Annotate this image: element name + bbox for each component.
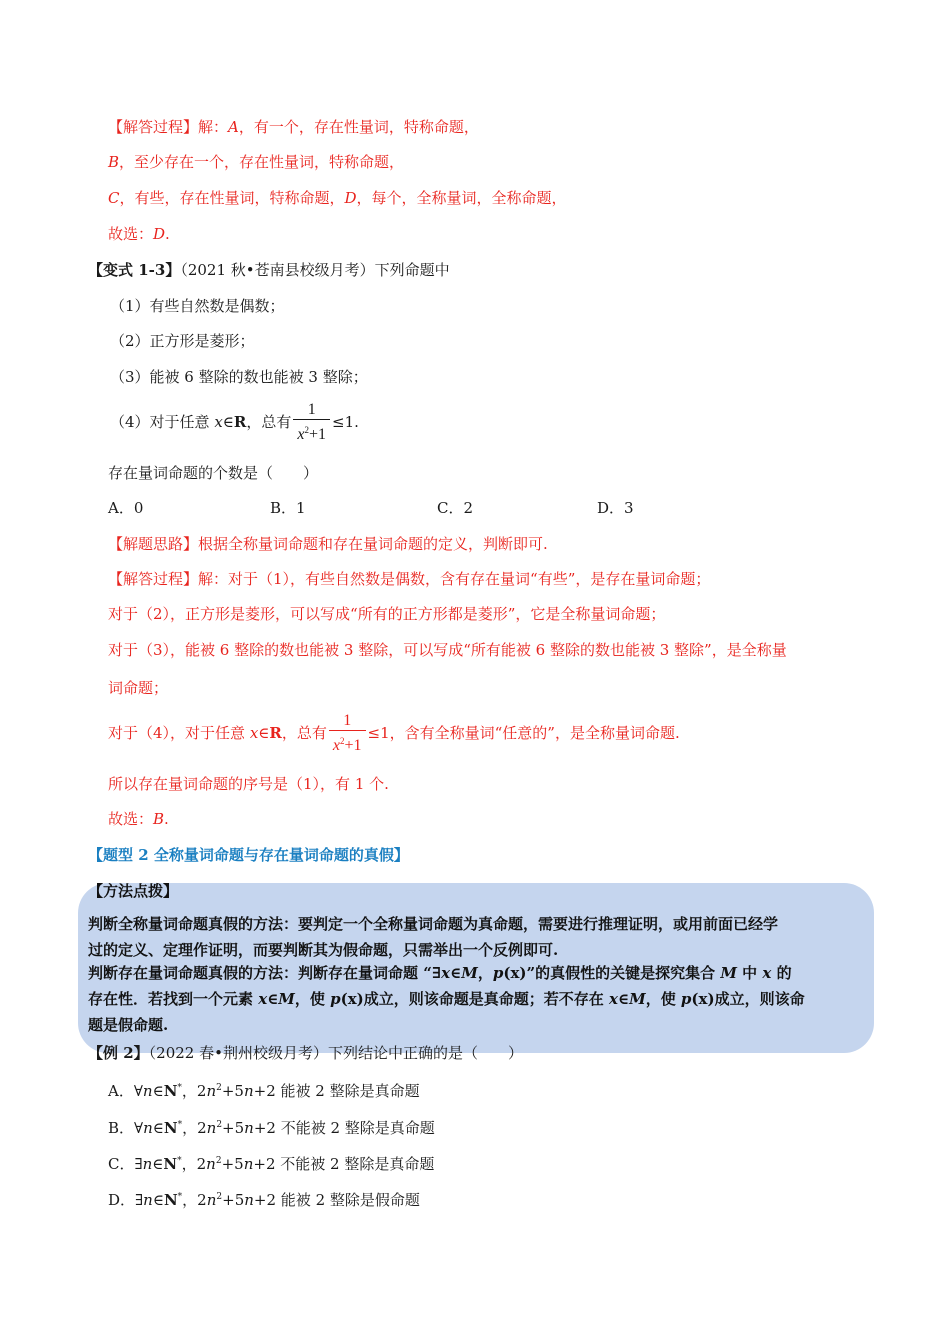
process-line-5 bbox=[108, 711, 680, 756]
text: ，每个，全称量词，全称命题， bbox=[356, 189, 567, 207]
math-var: n bbox=[142, 1155, 153, 1173]
text: ≤1，含有全称量词“任意的”，是全称量词命题. bbox=[367, 724, 680, 742]
item-3: （3）能被 6 整除的数也能被 3 整除； bbox=[110, 368, 368, 386]
question-stem: 存在量词命题的个数是（ ） bbox=[108, 464, 319, 482]
fraction bbox=[293, 401, 330, 445]
solution-line-3 bbox=[108, 188, 567, 208]
question-tag: 【变式 1-3】 bbox=[88, 261, 181, 279]
math-var: M bbox=[629, 990, 646, 1008]
example-option-a bbox=[108, 1078, 420, 1101]
text: +1 bbox=[344, 737, 362, 754]
superscript: * bbox=[177, 1083, 182, 1093]
option-label: D． bbox=[108, 1191, 136, 1209]
text: ≤1. bbox=[332, 413, 359, 431]
method-p1-line-2: 过的定义、定理作证明，而要判断其为假命题，只需举出一个反例即可. bbox=[88, 941, 559, 959]
math-var: x bbox=[249, 724, 259, 742]
math-var: n bbox=[143, 1191, 153, 1209]
text: 故选： bbox=[108, 810, 154, 828]
text: ，使 bbox=[645, 990, 681, 1008]
option-a: A．0 bbox=[108, 499, 144, 517]
text: ，有些，存在性量词，特称命题， bbox=[119, 189, 345, 207]
math-symbol: ∈ bbox=[258, 724, 270, 742]
method-p2-line-2 bbox=[88, 989, 805, 1009]
method-p1-line-1: 判断全称量词命题真假的方法：要判定一个全称量词命题为真命题，需要进行推理证明，或用前面已经学 bbox=[88, 915, 779, 933]
example-tag: 【例 2】 bbox=[88, 1044, 149, 1062]
math-symbol: ∈ bbox=[450, 964, 462, 982]
math-var: p bbox=[492, 964, 504, 982]
text: ，使 bbox=[294, 990, 331, 1008]
text: ，总有 bbox=[246, 413, 292, 431]
math-set: N bbox=[163, 1119, 178, 1137]
section-title: 【题型 2 全称量词命题与存在量词命题的真假】 bbox=[88, 846, 409, 864]
math-set: N bbox=[163, 1191, 178, 1209]
math-var: n bbox=[206, 1191, 217, 1209]
option-label: B． bbox=[108, 1119, 135, 1137]
math-var: M bbox=[720, 964, 737, 982]
math-symbol: ∈ bbox=[617, 990, 630, 1008]
text: +5 bbox=[222, 1191, 245, 1209]
option-d: D．3 bbox=[597, 499, 634, 517]
math-var: x bbox=[609, 990, 618, 1008]
text: +5 bbox=[221, 1155, 244, 1173]
math-var: n bbox=[206, 1082, 217, 1100]
process-line-4: 词命题； bbox=[108, 679, 169, 697]
math-var: n bbox=[244, 1119, 254, 1137]
solution-answer bbox=[108, 809, 169, 829]
option-letter: A bbox=[228, 118, 239, 136]
option-label: C． bbox=[108, 1155, 135, 1173]
text: 根据全称量词命题和存在量词命题的定义，判断即可. bbox=[198, 535, 548, 553]
math-set: N bbox=[163, 1082, 178, 1100]
text: +1 bbox=[308, 426, 327, 443]
math-symbol: ∈ bbox=[267, 990, 279, 1008]
question-source: （2021 秋•苍南县校级月考）下列命题中 bbox=[180, 261, 450, 279]
math-symbol: ∈ bbox=[222, 413, 234, 431]
process-line-1 bbox=[108, 569, 710, 589]
text: 的 bbox=[771, 964, 792, 982]
option-letter: D bbox=[344, 189, 357, 207]
item-2: （2）正方形是菱形； bbox=[110, 332, 255, 350]
math-symbol: ∈ bbox=[152, 1155, 164, 1173]
math-set: N bbox=[163, 1155, 178, 1173]
quantifier: ∀ bbox=[133, 1082, 143, 1100]
question-header bbox=[88, 260, 450, 280]
math-arg: (x) bbox=[503, 964, 527, 982]
math-var: p bbox=[680, 990, 692, 1008]
option-letter: B bbox=[108, 153, 120, 171]
process-line-6: 所以存在量词命题的序号是（1），有 1 个. bbox=[108, 775, 389, 793]
math-arg: (x) bbox=[691, 990, 715, 1008]
example-header bbox=[88, 1043, 523, 1063]
text: ，至少存在一个，存在性量词，特称命题， bbox=[119, 153, 405, 171]
text: ，2 bbox=[182, 1119, 207, 1137]
example-option-c bbox=[108, 1151, 434, 1174]
math-arg: (x) bbox=[340, 990, 364, 1008]
fraction bbox=[329, 712, 366, 756]
method-p2-line-1 bbox=[88, 963, 792, 983]
text: ，2 bbox=[182, 1191, 207, 1209]
answer-letter: D bbox=[153, 225, 166, 243]
fraction-numerator: 1 bbox=[343, 712, 352, 729]
option-letter: C bbox=[108, 189, 120, 207]
exponent: 2 bbox=[215, 1156, 222, 1166]
math-var: x bbox=[297, 426, 305, 443]
text: 中 bbox=[736, 964, 763, 982]
solution-line-1 bbox=[108, 117, 479, 137]
math-var: p bbox=[330, 990, 341, 1008]
quantifier: ∃ bbox=[134, 1155, 143, 1173]
exponent: 2 bbox=[216, 1083, 222, 1093]
solution-answer bbox=[108, 224, 170, 244]
text: 存在性．若找到一个元素 bbox=[88, 990, 259, 1008]
text: +2 能被 2 整除是假命题 bbox=[253, 1191, 420, 1209]
exponent: 2 bbox=[339, 736, 345, 746]
math-var: x bbox=[441, 964, 451, 982]
process-label: 【解答过程】 bbox=[108, 570, 199, 588]
math-var: n bbox=[143, 1119, 153, 1137]
solution-line-2 bbox=[108, 152, 404, 172]
text: 成立，则该命 bbox=[714, 990, 805, 1008]
solution-label: 【解答过程】 bbox=[108, 118, 199, 136]
fraction-denominator bbox=[293, 419, 330, 445]
text: ”的真假性的关键是探究集合 bbox=[526, 964, 721, 982]
text: ，总有 bbox=[281, 724, 327, 742]
math-var: M bbox=[278, 990, 295, 1008]
item-1: （1）有些自然数是偶数； bbox=[110, 297, 285, 315]
math-symbol: ∈ bbox=[152, 1191, 164, 1209]
text: ，有一个，存在性量词，特称命题， bbox=[238, 118, 479, 136]
math-var: x bbox=[258, 990, 268, 1008]
text: 解：对于（1），有些自然数是偶数，含有存在量词“有些”，是存在量词命题； bbox=[198, 570, 711, 588]
process-line-2: 对于（2），正方形是菱形，可以写成“所有的正方形都是菱形”，它是全称量词命题； bbox=[108, 605, 666, 623]
text: +2 不能被 2 整除是真命题 bbox=[253, 1155, 435, 1173]
idea-line bbox=[108, 534, 548, 554]
superscript: * bbox=[177, 1192, 183, 1202]
math-symbol: ∈ bbox=[152, 1082, 164, 1100]
exponent: 2 bbox=[216, 1192, 223, 1202]
text: 判断存在量词命题真假的方法：判断存在量词命题 “∃ bbox=[88, 964, 442, 982]
item-4 bbox=[110, 400, 359, 445]
example-source: （2022 春•荆州校级月考）下列结论中正确的是（ ） bbox=[148, 1044, 523, 1062]
math-set: R bbox=[233, 413, 247, 431]
text: ，2 bbox=[181, 1082, 207, 1100]
text: +5 bbox=[222, 1119, 245, 1137]
math-var: n bbox=[244, 1191, 254, 1209]
example-option-b bbox=[108, 1115, 435, 1138]
math-var: n bbox=[206, 1119, 217, 1137]
text: 对于（4），对于任意 bbox=[108, 724, 250, 742]
math-symbol: ∈ bbox=[152, 1119, 164, 1137]
math-var: x bbox=[762, 964, 772, 982]
option-label: A． bbox=[108, 1082, 134, 1100]
quantifier: ∃ bbox=[135, 1191, 144, 1209]
answer-letter: B bbox=[153, 810, 165, 828]
exponent: 2 bbox=[304, 425, 309, 435]
math-set: R bbox=[269, 724, 282, 742]
example-option-d bbox=[108, 1187, 420, 1210]
math-var: n bbox=[206, 1155, 216, 1173]
process-line-3: 对于（3），能被 6 整除的数也能被 3 整除，可以写成“所有能被 6 整除的数也能被 3 整除”，是全称量 bbox=[108, 641, 787, 659]
text: ， bbox=[477, 964, 493, 982]
method-p2-line-3: 题是假命题. bbox=[88, 1016, 169, 1034]
math-var: M bbox=[461, 964, 478, 982]
option-c: C．2 bbox=[437, 499, 474, 517]
math-var: n bbox=[243, 1155, 254, 1173]
fraction-numerator: 1 bbox=[307, 401, 316, 418]
text: +2 能被 2 整除是真命题 bbox=[253, 1082, 420, 1100]
option-b: B．1 bbox=[270, 499, 306, 517]
text: ，2 bbox=[181, 1155, 207, 1173]
text: . bbox=[164, 810, 169, 828]
text: 解： bbox=[198, 118, 229, 136]
text: . bbox=[165, 225, 170, 243]
math-var: n bbox=[142, 1082, 153, 1100]
math-var: x bbox=[214, 413, 223, 431]
idea-label: 【解题思路】 bbox=[108, 535, 199, 553]
superscript: * bbox=[177, 1156, 182, 1166]
method-title: 【方法点拨】 bbox=[88, 882, 179, 900]
text: 成立，则该命题是真命题；若不存在 bbox=[363, 990, 610, 1008]
quantifier: ∀ bbox=[134, 1119, 144, 1137]
exponent: 2 bbox=[216, 1120, 223, 1130]
superscript: * bbox=[177, 1120, 183, 1130]
text: +5 bbox=[221, 1082, 244, 1100]
text: 故选： bbox=[108, 225, 154, 243]
text: +2 不能被 2 整除是真命题 bbox=[253, 1119, 435, 1137]
fraction-denominator bbox=[329, 730, 366, 756]
math-var: x bbox=[332, 737, 340, 754]
math-var: n bbox=[243, 1082, 254, 1100]
text: （4）对于任意 bbox=[110, 413, 215, 431]
